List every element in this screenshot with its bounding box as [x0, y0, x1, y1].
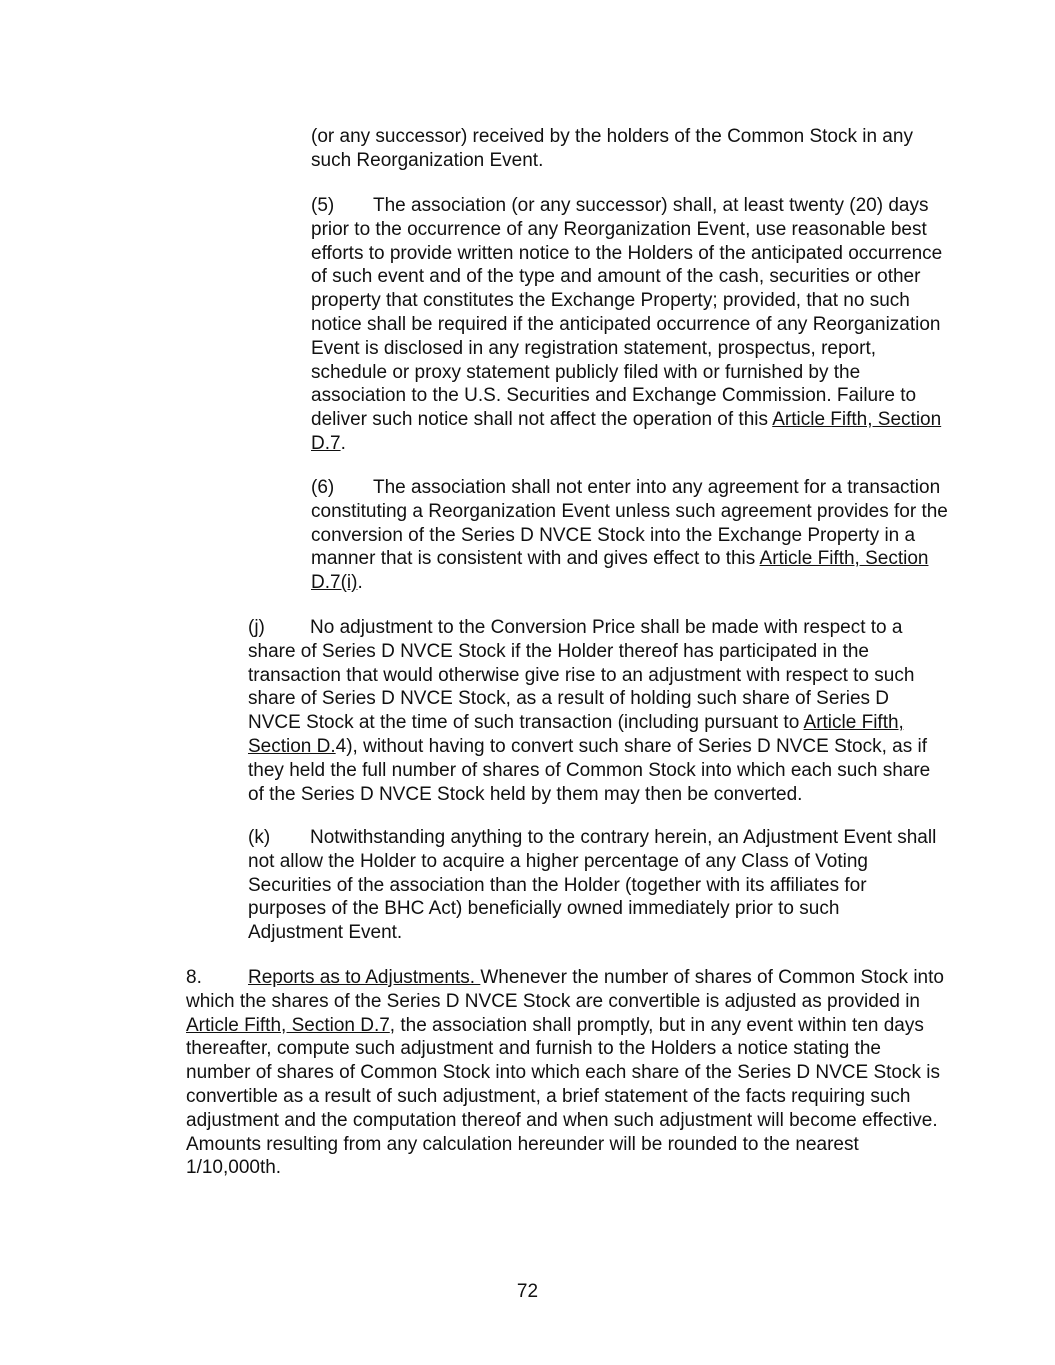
- paragraph-text-end: , the association shall promptly, but in any event within ten days thereafter, compute such adjustment and furnish to the Holders a notice stating the number of shares of Common Stock into which each share of the Series D NVCE Stock is convertible as a result of such adjustment, a brief statement of the facts requiring such adjustment and the computation thereof and when such adjustment will become effective. Amounts resulting from any calculation hereunder will be rounded to the nearest 1/10,000th.: [186, 1014, 940, 1179]
- paragraph-text: Whenever the number of shares of Common Stock into which the shares of the Series D NVCE Stock are convertible is adjusted as provided in: [186, 967, 944, 1012]
- paragraph-text: The association shall not enter into any agreement for a transaction constituting a Reorganization Event unless such agreement provides for the conversion of the Series D NVCE Stock into the Exchange Property in a manner that is consistent with and gives effect to this: [311, 477, 948, 570]
- paragraph-text: No adjustment to the Conversion Price shall be made with respect to a share of Series D NVCE Stock if the Holder thereof has participated in the transaction that would otherwise give rise to an adjustment with respect to such share of Series D NVCE Stock, as a result of holding such share of Series D NVCE Stock at the time of such transaction (including pursuant to: [248, 617, 915, 734]
- paragraph-item-k: [248, 826, 938, 945]
- paragraph-text: Notwithstanding anything to the contrary herein, an Adjustment Event shall not allow the Holder to acquire a higher percentage of any Class of Voting Securities of the association than the Holder (together with its affiliates for purposes of the BHC Act) beneficially owned immediately prior to such Adjustment Event.: [248, 827, 937, 944]
- paragraph-item-6: [311, 476, 951, 595]
- item-number: (k): [248, 827, 271, 848]
- cross-reference: Article Fifth, Section D.7(i): [311, 548, 929, 594]
- paragraph-text: (or any successor) received by the holders of the Common Stock in any such Reorganization Event.: [311, 126, 913, 171]
- cross-reference: Article Fifth, Section D.7: [186, 1014, 390, 1036]
- section-heading: Reports as to Adjustments.: [248, 967, 481, 988]
- section-number: 8.: [186, 967, 202, 988]
- page-number: 72: [516, 1281, 539, 1302]
- paragraph-text: The association (or any successor) shall, at least twenty (20) days prior to the occurrence of any Reorganization Event, use reasonable best efforts to provide written notice to the Holders of the anticipated occurrence of such event and of the type and amount of the cash, securities or other property that constitutes the Exchange Property; provided, that no such notice shall be required if the anticipated occurrence of any Reorganization Event is disclosed in any registration statement, prospectus, report, schedule or proxy statement publicly filed with or furnished by the association to the U.S. Securities and Exchange Commission. Failure to deliver such notice shall not affect the operation of this: [311, 195, 943, 431]
- item-number: (5): [311, 195, 335, 216]
- paragraph-section-8: [186, 966, 946, 1180]
- cross-reference: Article Fifth, Section D.7: [311, 409, 942, 454]
- cross-reference: Article Fifth, Section D.: [248, 712, 904, 757]
- paragraph-text-end: 4), without having to convert such share of Series D NVCE Stock, as if they held the full number of shares of Common Stock into which each such share of the Series D NVCE Stock held by them may then be converted.: [248, 735, 931, 805]
- item-number: (j): [248, 617, 265, 638]
- paragraph-continuation: [311, 125, 951, 173]
- paragraph-text-end: .: [357, 572, 363, 594]
- paragraph-item-5: [311, 194, 951, 456]
- paragraph-text-end: .: [340, 432, 346, 454]
- item-number: (6): [311, 477, 335, 498]
- paragraph-item-j: [248, 616, 938, 806]
